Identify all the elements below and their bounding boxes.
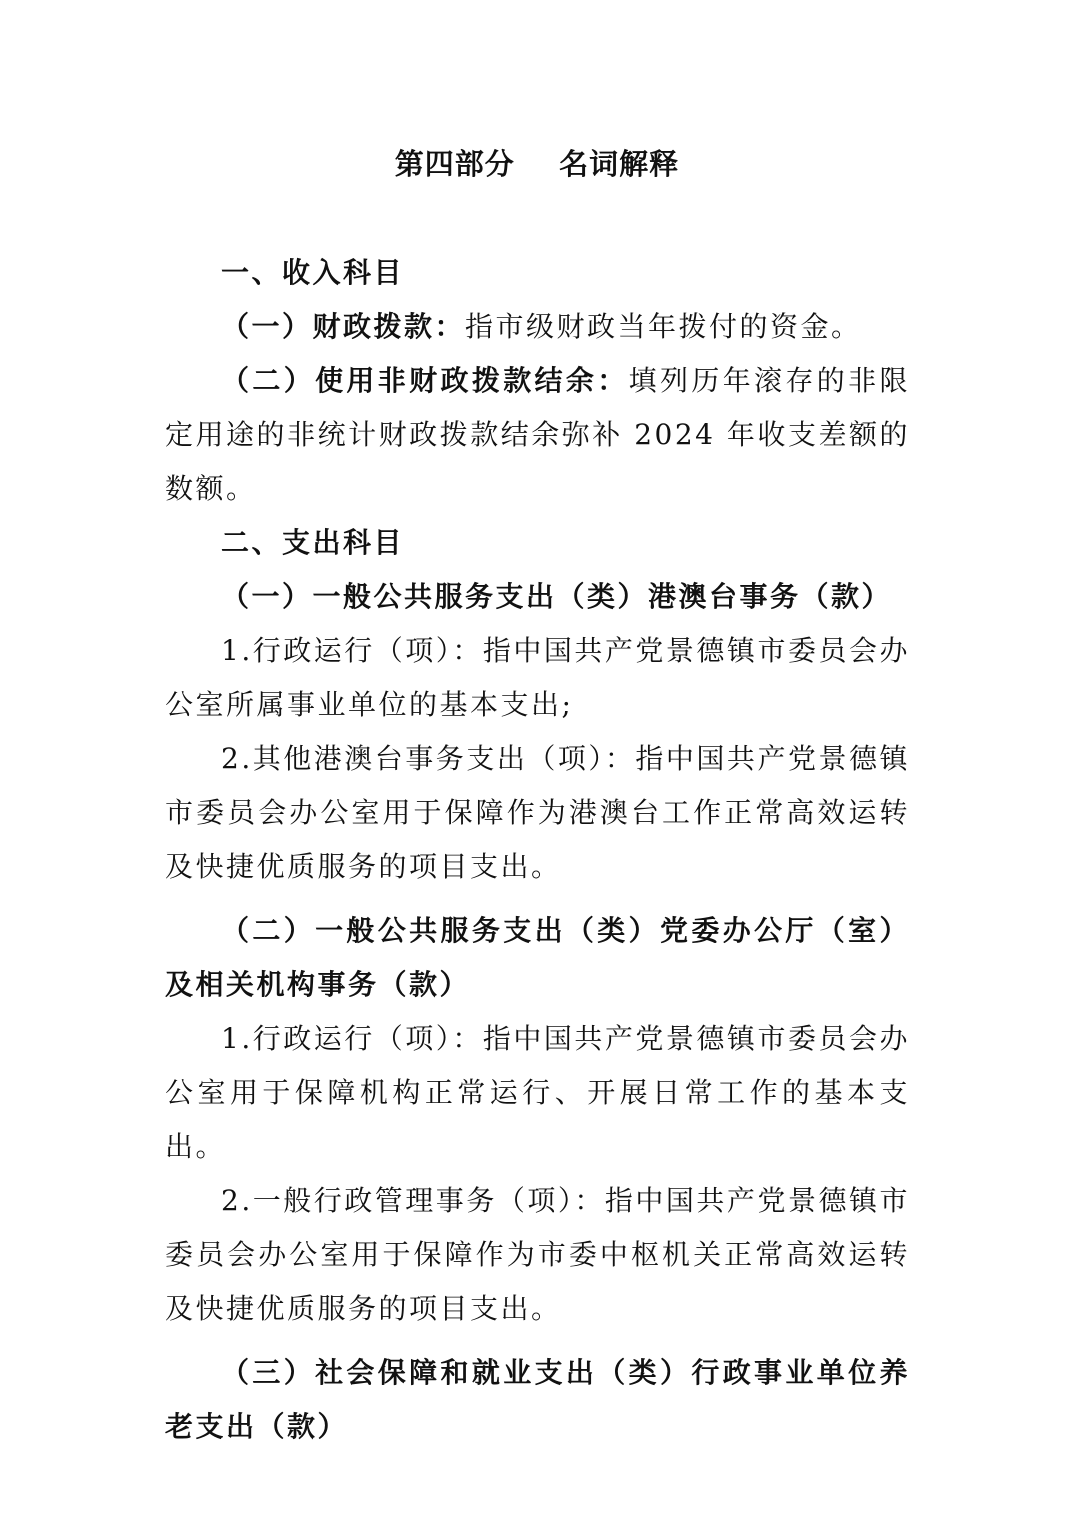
income-item-label: （二）使用非财政拨款结余： xyxy=(221,364,629,397)
income-item-text: 填列历年滚存的非限定用途的非统计财政拨款结余弥补 2024 年收支差额的数额。 xyxy=(165,364,910,505)
income-item-text: 指市级财政当年拨付的资金。 xyxy=(465,310,862,343)
section-heading-expense: 二、支出科目 xyxy=(221,526,405,559)
expense-item: 1.行政运行（项）：指中国共产党景德镇市委员会办公室用于保障机构正常运行、开展日常工作的基本支出。 xyxy=(165,1022,910,1163)
subsection-heading-hk-macao-taiwan: （一）一般公共服务支出（类）港澳台事务（款） xyxy=(221,580,893,613)
document-body xyxy=(165,246,910,1454)
expense-item: 2.一般行政管理事务（项）：指中国共产党景德镇市委员会办公室用于保障作为市委中枢机关正常高效运转及快捷优质服务的项目支出。 xyxy=(165,1184,910,1325)
income-item-non-fiscal-balance xyxy=(165,354,910,516)
income-item-fiscal-appropriation xyxy=(165,300,910,354)
subsection-heading-party-office: （二）一般公共服务支出（类）党委办公厅（室）及相关机构事务（款） xyxy=(165,914,910,1001)
page-title: 第四部分 名词解释 xyxy=(394,147,680,181)
income-item-label: （一）财政拨款： xyxy=(221,310,466,343)
expense-item: 2.其他港澳台事务支出（项）：指中国共产党景德镇市委员会办公室用于保障作为港澳台工作正常高效运转及快捷优质服务的项目支出。 xyxy=(165,742,910,883)
expense-item: 1.行政运行（项）：指中国共产党景德镇市委员会办公室所属事业单位的基本支出; xyxy=(165,634,910,721)
subsection-heading-social-security: （三）社会保障和就业支出（类）行政事业单位养老支出（款） xyxy=(165,1356,910,1443)
section-heading-income: 一、收入科目 xyxy=(221,256,405,289)
